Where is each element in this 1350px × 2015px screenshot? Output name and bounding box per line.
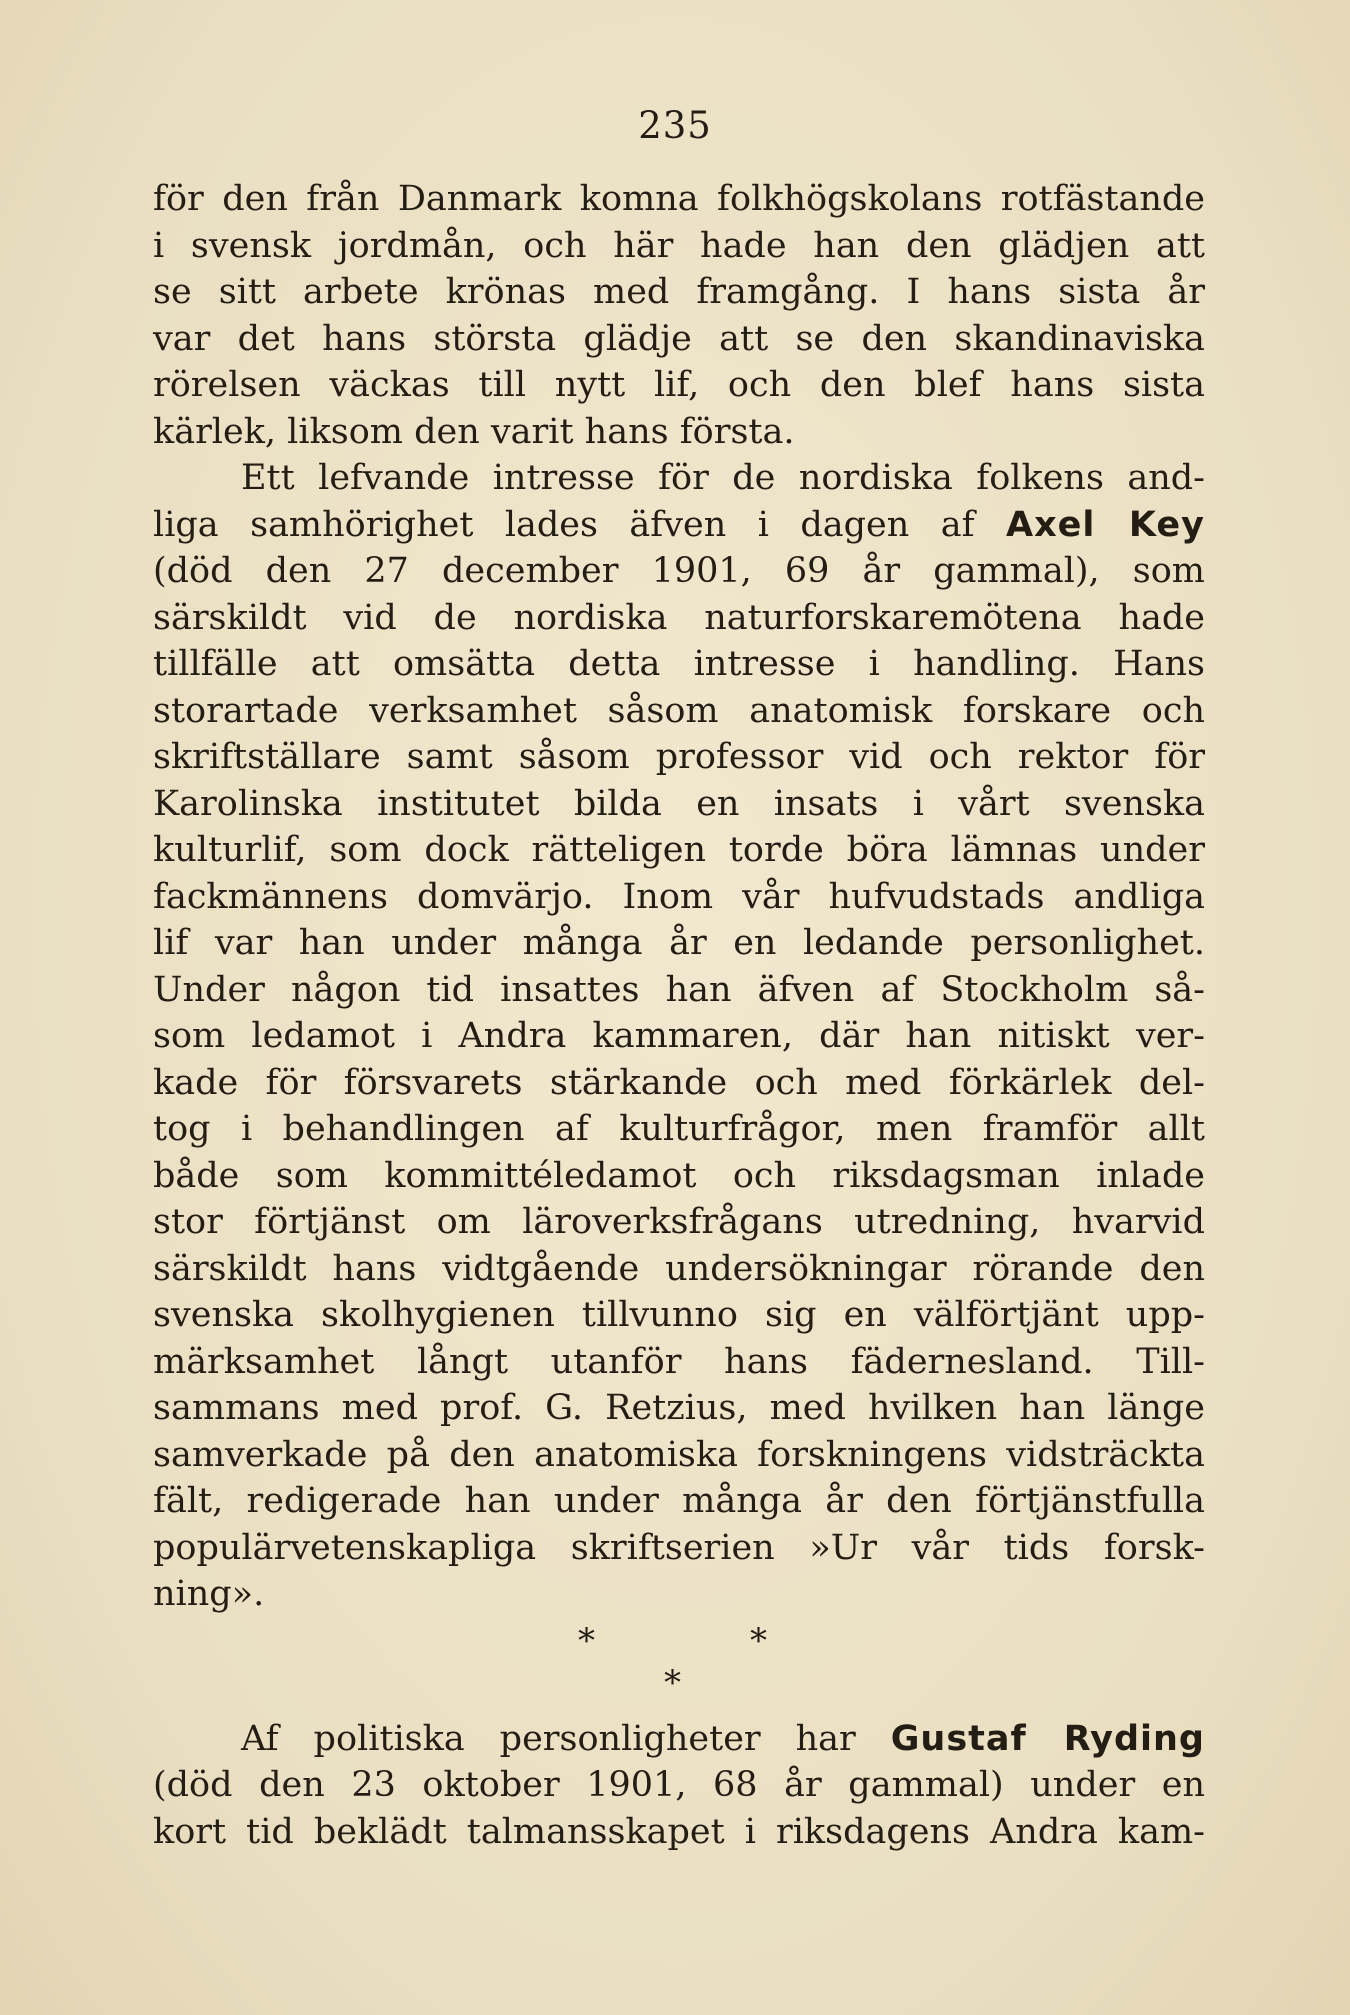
text-line: populärvetenskapliga skriftserien »Ur vår tids forsk- [153,1527,1205,1568]
person-name-gustaf-ryding: Gustaf Ryding [890,1718,1205,1759]
text-line [153,1716,1205,1763]
text-line: Karolinska institutet bilda en insats i vårt svenska [153,783,1205,824]
text-line: kärlek, liksom den varit hans första. [153,411,795,452]
text-line: fackmännens domvärjo. Inom vår hufvudstads andliga [153,876,1205,917]
text-line: ning». [153,1574,265,1614]
text-line: fält, redigerade han under många år den förtjänstfulla [153,1481,1205,1521]
asterisk: * [578,1620,595,1661]
text-line: tog i behandlingen af kulturfrågor, men framför allt [153,1109,1205,1149]
text-line: tillfälle att omsätta detta intresse i handling. Hans [153,644,1205,684]
body-text [153,176,1205,1855]
text-line: skriftställare samt såsom professor vid och rektor för [153,737,1205,777]
text-fragment: liga samhörighet lades äfven i dagen af [153,504,975,545]
text-line: särskildt hans vidtgående undersökningar rörande den [153,1248,1205,1289]
text-line: se sitt arbete krönas med framgång. I hans sista år [153,272,1205,312]
text-line: som ledamot i Andra kammaren, där han nitiskt ver- [153,1016,1205,1056]
text-line: lif var han under många år en ledande personlighet. [153,923,1205,963]
text-line: Under någon tid insattes han äfven af Stockholm så- [153,969,1205,1010]
text-line: (död den 23 oktober 1901, 68 år gammal) under en [153,1765,1205,1805]
text-line: märksamhet långt utanför hans fädernesland. Till- [153,1341,1205,1382]
text-line: kort tid beklädt talmansskapet i riksdagens Andra kam- [153,1811,1205,1852]
asterisk: * [750,1620,767,1661]
text-line: svenska skolhygienen tillvunno sig en välförtjänt upp- [153,1295,1205,1335]
text-line [153,502,1205,549]
person-name-axel-key: Axel Key [1006,504,1205,545]
asterisk: * [664,1662,681,1703]
text-line: (död den 27 december 1901, 69 år gammal), som [153,551,1205,591]
text-line: i svensk jordmån, och här hade han den glädjen att [153,225,1205,266]
text-line: sammans med prof. G. Retzius, med hvilken han länge [153,1388,1205,1428]
text-line: kulturlif, som dock rätteligen torde böra lämnas under [153,830,1205,870]
text-line: stor förtjänst om läroverksfrågans utredning, hvarvid [153,1202,1205,1242]
text-line: rörelsen väckas till nytt lif, och den blef hans sista [153,365,1205,405]
text-line: både som kommittéledamot och riksdagsman inlade [153,1155,1205,1196]
text-line: för den från Danmark komna folkhögskolans rotfästande [153,179,1205,219]
text-fragment: Af politiska personligheter har [241,1718,856,1759]
text-line: kade för försvarets stärkande och med förkärlek del- [153,1062,1205,1103]
text-line: särskildt vid de nordiska naturforskaremötena hade [153,597,1205,638]
text-line: storartade verksamhet såsom anatomisk forskare och [153,690,1205,731]
text-line: Ett lefvande intresse för de nordiska folkens and- [241,458,1205,498]
text-line: samverkade på den anatomiska forskningens vidsträckta [153,1434,1205,1475]
section-separator [153,1618,1205,1716]
text-line: var det hans största glädje att se den skandinaviska [153,318,1205,359]
page-number: 235 [638,104,712,147]
